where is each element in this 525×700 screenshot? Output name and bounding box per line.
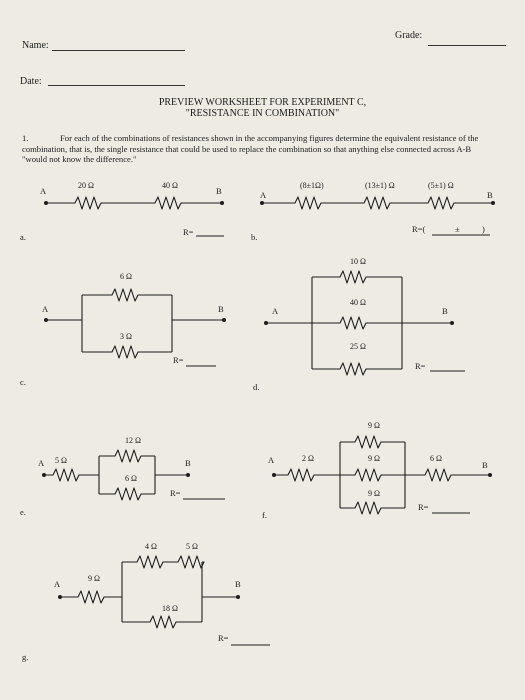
part-label: c. [20, 377, 26, 387]
node-b-label: B [482, 460, 488, 470]
part-label: g. [22, 652, 29, 662]
node-b-label: B [185, 458, 191, 468]
wire-path [60, 591, 122, 603]
resistor-label: 5 Ω [55, 456, 67, 465]
resistor-label: 40 Ω [162, 181, 178, 190]
wire-path [340, 436, 405, 448]
resistor-label: 3 Ω [120, 332, 132, 341]
circuit-f [262, 421, 492, 520]
wire-path [99, 450, 155, 462]
date-label: Date: [20, 76, 42, 87]
equivalent-resistance-label: R= [183, 227, 194, 237]
resistor-label: 18 Ω [162, 604, 178, 613]
resistor-label: 6 Ω [125, 474, 137, 483]
plus-minus-symbol: ± [455, 224, 460, 234]
circuit-c [20, 272, 226, 387]
part-label: b. [251, 232, 258, 242]
resistor-label: 6 Ω [120, 272, 132, 281]
node-b-label: B [216, 186, 222, 196]
resistor-label: 20 Ω [78, 181, 94, 190]
part-label: a. [20, 232, 26, 242]
wire-path [402, 277, 452, 369]
resistor-label: 12 Ω [125, 436, 141, 445]
wire-path [340, 502, 405, 514]
resistor-label: 4 Ω [145, 542, 157, 551]
equivalent-resistance-label: R= [173, 355, 184, 365]
resistor-label: 6 Ω [430, 454, 442, 463]
wire-path [262, 197, 493, 209]
wire-path [99, 488, 155, 500]
resistor-label: 40 Ω [350, 298, 366, 307]
part-label: d. [253, 382, 260, 392]
wire-path [202, 562, 238, 622]
equivalent-resistance-label: R=( [412, 224, 426, 234]
resistor-label: 9 Ω [368, 489, 380, 498]
wire-path [44, 469, 99, 481]
resistor-label: (5±1) Ω [428, 181, 454, 190]
equivalent-resistance-label: R= [418, 502, 429, 512]
question-text: For each of the combinations of resistances shown in the accompanying figures determine the equivalent resistance of the combination, that is, the single resistance that could be used to replace the combination so that anything else connected across A-B "would not know the difference." [22, 133, 479, 164]
wire-path [405, 442, 490, 508]
resistor-label: (8±1Ω) [300, 181, 324, 190]
wire-path [82, 346, 172, 358]
wire-path [122, 616, 202, 628]
wire-path [274, 469, 340, 481]
wire-path [312, 317, 402, 329]
resistor-label: 25 Ω [350, 342, 366, 351]
wire-path [312, 271, 402, 283]
question-number: 1. [22, 133, 29, 143]
node-b-label: B [442, 306, 448, 316]
circuit-g [22, 542, 270, 662]
node-a-label: A [260, 190, 267, 200]
resistor-label: 5 Ω [186, 542, 198, 551]
wire-path [266, 277, 312, 369]
part-label: f. [262, 510, 267, 520]
node-a-label: A [268, 455, 275, 465]
node-a-label: A [42, 304, 49, 314]
node-b-label: B [235, 579, 241, 589]
grade-label: Grade: [395, 30, 423, 41]
wire-path [82, 289, 172, 301]
node-a-label: A [54, 579, 61, 589]
node-a-label: A [272, 306, 279, 316]
resistor-label: 9 Ω [368, 454, 380, 463]
equivalent-resistance-label: R= [170, 488, 181, 498]
name-label: Name: [22, 40, 49, 51]
wire-path [312, 363, 402, 375]
node-a-label: A [40, 186, 47, 196]
circuit-b [251, 181, 495, 242]
part-label: e. [20, 507, 26, 517]
worksheet-title-line2: "RESISTANCE IN COMBINATION" [185, 108, 340, 119]
resistor-label: 9 Ω [368, 421, 380, 430]
circuit-a [20, 181, 224, 242]
resistor-label: (13±1) Ω [365, 181, 395, 190]
worksheet-title-line1: PREVIEW WORKSHEET FOR EXPERIMENT C, [158, 97, 367, 108]
circuit-d [253, 257, 465, 392]
circuit-e [20, 436, 225, 517]
resistor-label: 9 Ω [88, 574, 100, 583]
equivalent-resistance-label: R= [218, 633, 229, 643]
closing-paren: ) [482, 224, 485, 234]
wire-path [122, 556, 204, 568]
node-b-label: B [487, 190, 493, 200]
resistor-label: 2 Ω [302, 454, 314, 463]
node-b-label: B [218, 304, 224, 314]
wire-path [340, 469, 405, 481]
equivalent-resistance-label: R= [415, 361, 426, 371]
node-a-label: A [38, 458, 45, 468]
wire-path [46, 197, 222, 209]
resistor-label: 10 Ω [350, 257, 366, 266]
wire-path [172, 295, 224, 352]
